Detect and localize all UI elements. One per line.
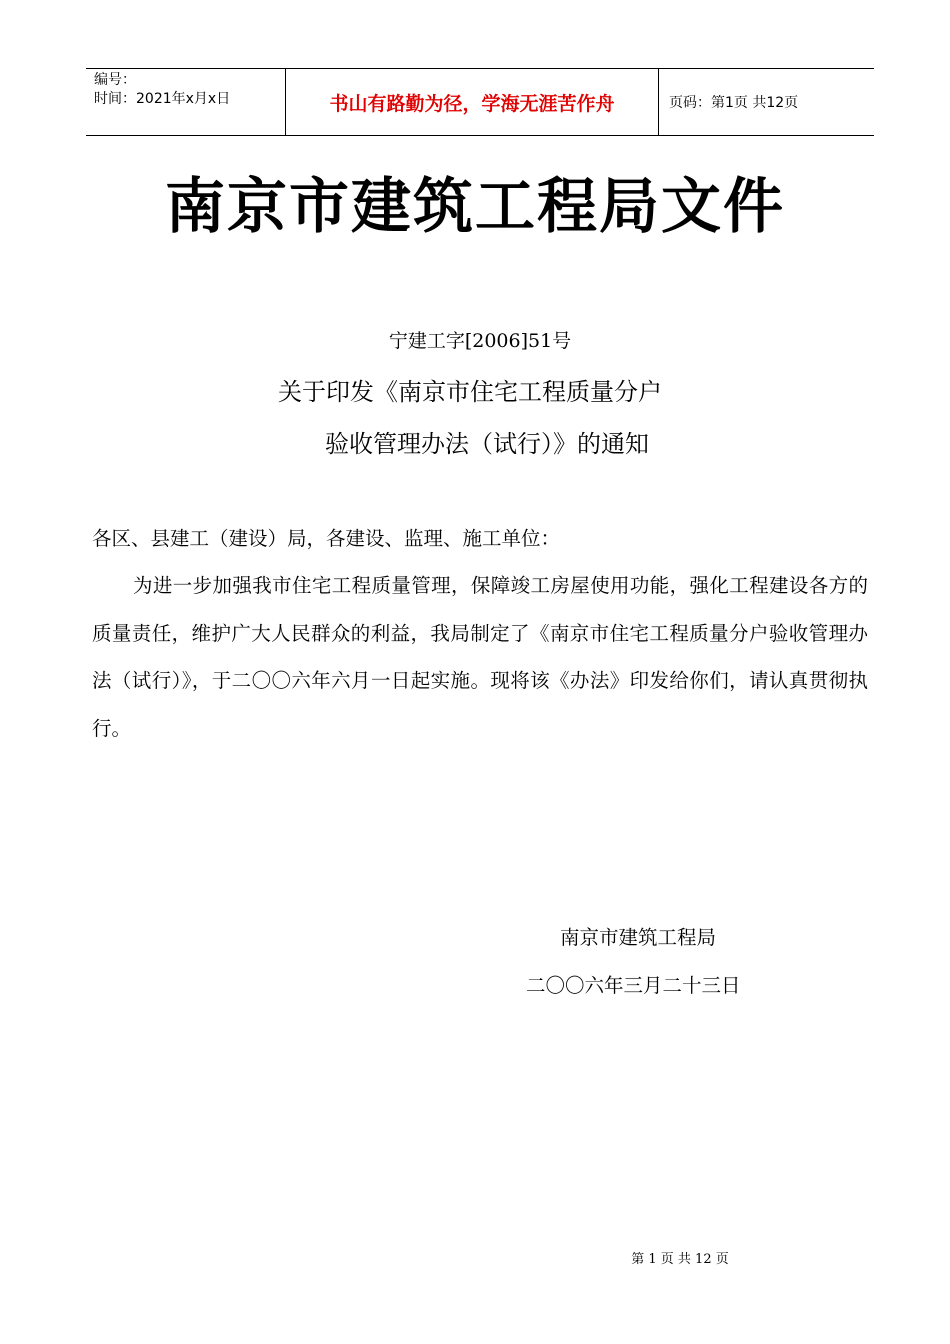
- header-page-info: 页码：第1页 共12页: [669, 95, 799, 111]
- salutation: 各区、县建工（建设）局，各建设、监理、施工单位：: [92, 527, 561, 550]
- document-title: 南京市建筑工程局文件: [165, 172, 785, 242]
- header-motto: 书山有路勤为径，学海无涯苦作舟: [286, 69, 659, 135]
- page-footer: 第 1 页 共 12 页: [631, 1252, 729, 1267]
- body-paragraph: 为进一步加强我市住宅工程质量管理，保障竣工房屋使用功能，强化工程建设各方的质量责任，维护广大人民群众的利益，我局制定了《南京市住宅工程质量分户验收管理办法（试行）》，于二〇〇六年六月一日起实施。现将该《办法》印发给你们，请认真贯彻执行。: [92, 574, 868, 740]
- header-table: [86, 68, 874, 136]
- header-number-label: 编号：: [94, 72, 136, 88]
- subject-line-2: 验收管理办法（试行）》的通知: [325, 430, 649, 458]
- subject-line-1: 关于印发《南京市住宅工程质量分户: [278, 378, 662, 406]
- signature-date: 二〇〇六年三月二十三日: [526, 974, 741, 997]
- signature-organization: 南京市建筑工程局: [560, 926, 717, 949]
- header-time-label: 时间：2021年x月x日: [94, 91, 231, 107]
- document-number: 宁建工字[2006]51号: [388, 330, 572, 352]
- header-meta-cell: [86, 69, 286, 135]
